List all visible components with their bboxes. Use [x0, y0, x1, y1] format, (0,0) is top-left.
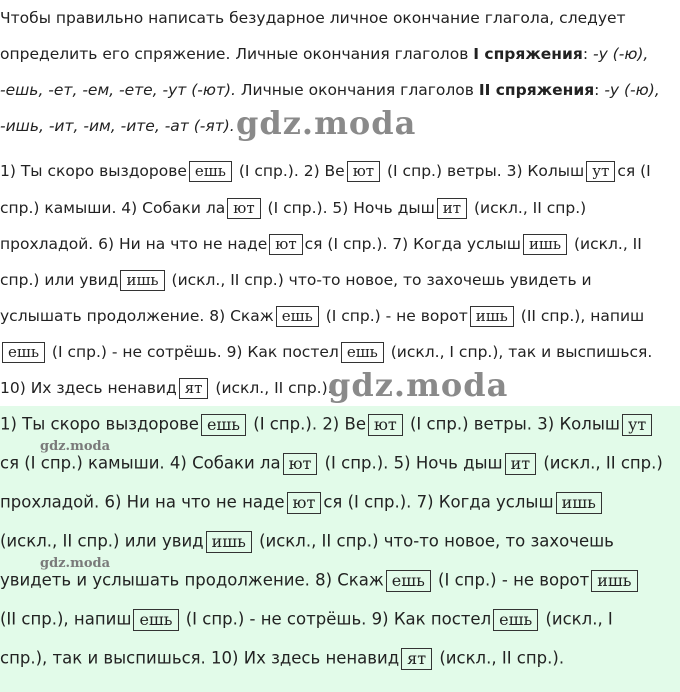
answer-line [0, 198, 586, 219]
answer-text: (искл., II спр.). [210, 379, 333, 397]
answer-section-2 [0, 406, 680, 692]
intro-text: : [594, 81, 605, 99]
answer-line [0, 342, 652, 363]
ending-box: ит [437, 198, 467, 219]
intro-text: Личные окончания глаголов [235, 81, 479, 99]
answer-text: (II спр.), напиш [515, 307, 645, 325]
watermark-logo-small: gdz.moda [40, 439, 111, 454]
ending-box: ишь [120, 270, 164, 291]
answer-text: (I спр.). 2) Ве [248, 414, 366, 434]
answer-text: (искл., I [540, 609, 613, 629]
ending-box: ют [347, 161, 380, 182]
answer-line [0, 378, 333, 399]
ending-box: ишь [206, 531, 252, 553]
intro-line-3 [0, 80, 660, 100]
answer-text: (искл., II спр.). [434, 648, 565, 668]
intro-line-4 [0, 116, 235, 136]
ending-box: ишь [556, 492, 602, 514]
answer-text: (искл., I спр.), так и выспишься. [385, 343, 653, 361]
answer-line [0, 414, 654, 436]
answer-text: (II спр.), напиш [0, 609, 132, 629]
endings-2: -у (-ю), [604, 81, 660, 99]
ending-box: ешь [276, 306, 319, 327]
ending-box: ешь [201, 414, 246, 436]
answer-text: услышать продолжение. 8) Скаж [0, 307, 274, 325]
answer-text: (I спр.) - не ворот [432, 570, 590, 590]
answer-text: (искл., II спр.) [469, 199, 587, 217]
answer-text: прохладой. 6) Ни на что не наде [0, 492, 285, 512]
ending-box: ят [401, 648, 432, 670]
watermark-logo-small: gdz.moda [40, 556, 111, 571]
answer-text: ся (I спр.) камыши. 4) Собаки ла [0, 453, 281, 473]
answer-text: ся (I спр.). 7) Когда услыш [304, 235, 521, 253]
answer-text: (I спр.). 2) Ве [233, 162, 345, 180]
ending-box: ешь [493, 609, 538, 631]
answer-text: (искл., II спр.) что-то новое, то захочешь [253, 531, 614, 551]
answer-text: прохладой. 6) Ни на что не наде [0, 235, 268, 253]
watermark-logo: gdz.moda [236, 104, 417, 142]
answer-text: увидеть и услышать продолжение. 8) Скаж [0, 570, 384, 590]
answer-line [0, 453, 663, 475]
ending-box: ешь [133, 609, 178, 631]
answer-text: (I спр.) - не сотрёшь. 9) Как постел [47, 343, 339, 361]
conjugation-2-label: II спряжения [478, 81, 595, 99]
ending-box: ют [283, 453, 318, 475]
answer-text: (искл., II [569, 235, 642, 253]
endings-1: -у (-ю), [592, 45, 649, 63]
intro-section [0, 0, 680, 144]
ending-box: ют [368, 414, 403, 436]
ending-box: ешь [341, 342, 384, 363]
answer-line [0, 570, 640, 592]
answer-text: 10) Их здесь ненавид [0, 379, 177, 397]
answer-text: ся (I спр.). 7) Когда услыш [323, 492, 554, 512]
answer-text: (I спр.). 5) Ночь дыш [262, 199, 435, 217]
intro-text: Чтобы правильно написать безударное личное окончание глагола, следует [0, 9, 626, 27]
answer-text: (I спр.) ветры. 3) Колыш [404, 414, 620, 434]
answer-line [0, 609, 613, 631]
ending-box: ешь [2, 342, 45, 363]
answer-line [0, 234, 642, 255]
answer-text: (I спр.) ветры. 3) Колыш [382, 162, 585, 180]
intro-line-1 [0, 8, 626, 28]
ending-box: ишь [523, 234, 567, 255]
answer-text: спр.) камыши. 4) Собаки ла [0, 199, 226, 217]
answer-text: спр.) или увид [0, 271, 119, 289]
ending-box: ут [622, 414, 652, 436]
answer-line [0, 531, 614, 553]
answer-text: (I спр.). 5) Ночь дыш [319, 453, 503, 473]
answer-text: ся (I [617, 162, 651, 180]
answer-section-1 [0, 144, 680, 406]
ending-box: ут [586, 161, 615, 182]
answer-line [0, 270, 592, 291]
ending-box: ит [505, 453, 537, 475]
answer-line [0, 648, 564, 670]
ending-box: ют [287, 492, 322, 514]
ending-box: ят [179, 378, 209, 399]
answer-text: спр.), так и выспишься. 10) Их здесь ненавид [0, 648, 400, 668]
answer-text: (искл., II спр.) что-то новое, то захочешь увидеть и [166, 271, 592, 289]
intro-line-2 [0, 44, 648, 64]
ending-box: ют [227, 198, 260, 219]
endings-1: -ешь, -ет, -ем, -ете, -ут (-ют). [0, 81, 236, 99]
ending-box: ют [269, 234, 302, 255]
answer-line [0, 492, 604, 514]
intro-text: определить его спряжение. Личные окончания глаголов [0, 45, 474, 63]
endings-2: -ишь, -ит, -им, -ите, -ат (-ят). [0, 117, 235, 135]
ending-box: ешь [189, 161, 232, 182]
answer-text: (I спр.) - не сотрёшь. 9) Как постел [180, 609, 492, 629]
answer-text: (I спр.) - не ворот [320, 307, 468, 325]
answer-line [0, 161, 651, 182]
answer-text: (искл., II спр.) или увид [0, 531, 204, 551]
answer-line [0, 306, 644, 327]
answer-text: 1) Ты скоро выздорове [0, 162, 187, 180]
ending-box: ишь [591, 570, 637, 592]
conjugation-1-label: I спряжения [473, 45, 583, 63]
ending-box: ишь [470, 306, 514, 327]
answer-text: 1) Ты скоро выздорове [0, 414, 199, 434]
watermark-logo: gdz.moda [328, 366, 509, 404]
answer-text: (искл., II спр.) [538, 453, 663, 473]
intro-text: : [582, 45, 593, 63]
ending-box: ешь [386, 570, 431, 592]
